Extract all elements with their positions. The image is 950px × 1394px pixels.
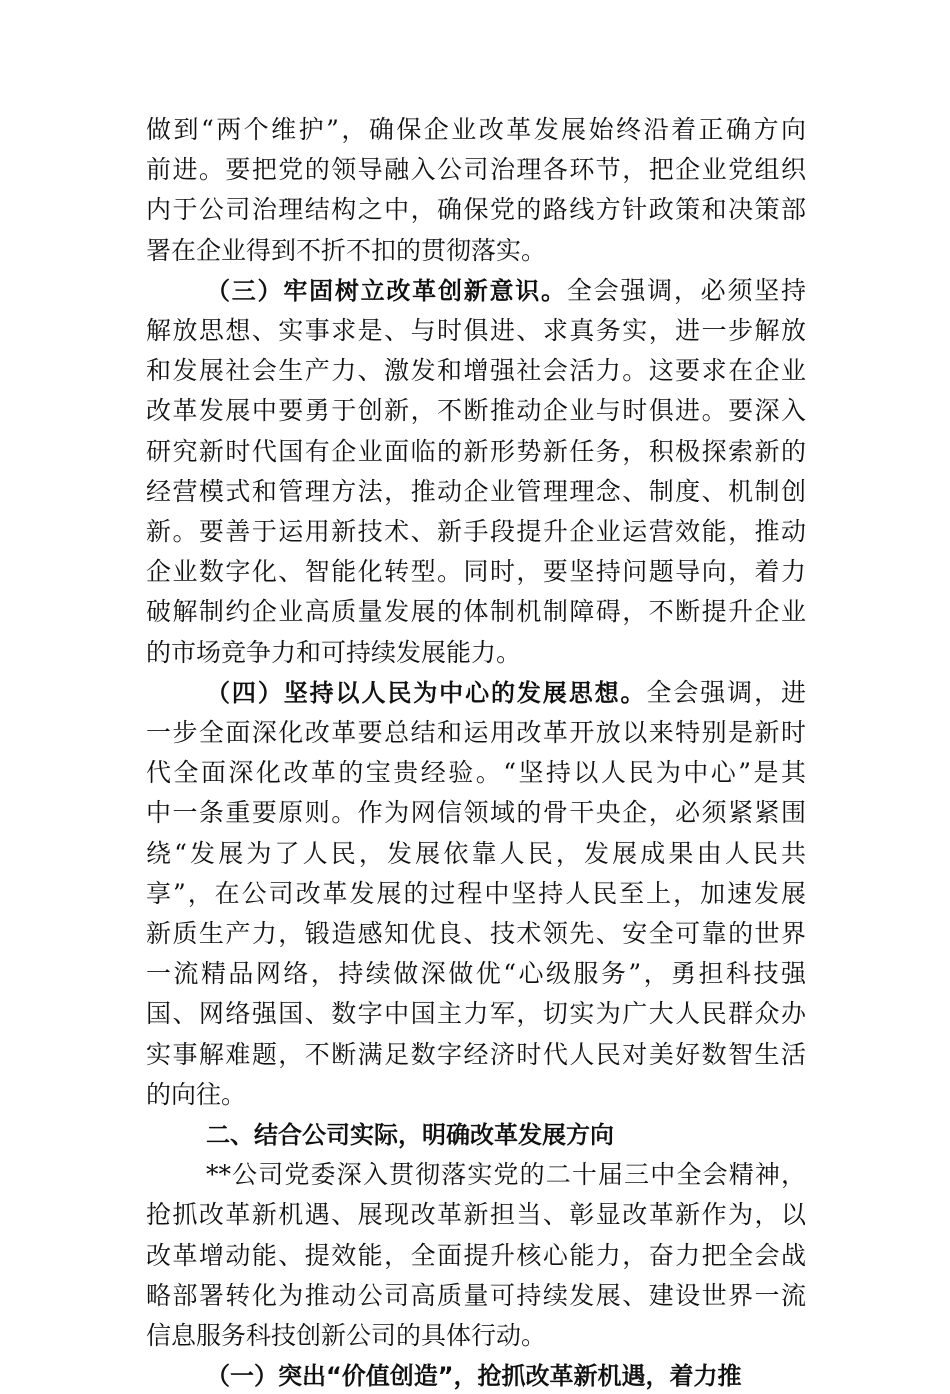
text-line: **公司党委深入贯彻落实党的二十届三中全会精神， [206, 1160, 806, 1190]
text-line: 代全面深化改革的宝贵经验。“坚持以人民为中心”是其 [146, 758, 806, 788]
text-line: 新质生产力，锻造感知优良、技术领先、安全可靠的世界 [146, 919, 806, 948]
text-line: 经营模式和管理方法，推动企业管理理念、制度、机制创 [146, 476, 806, 506]
text-line: 和发展社会生产力、激发和增强社会活力。这要求在企业 [146, 356, 806, 386]
text-line: 绕“发展为了人民，发展依靠人民，发展成果由人民共 [146, 838, 806, 868]
text-line: 新。要善于运用新技术、新手段提升企业运营效能，推动 [146, 517, 806, 546]
paragraph-4-heading: （四）坚持以人民为中心的发展思想。 [206, 678, 647, 707]
text-line: 信息服务科技创新公司的具体行动。 [146, 1321, 547, 1350]
text-line: 一流精品网络，持续做深做优“心级服务”，勇担科技强 [146, 959, 806, 989]
text-line: 破解制约企业高质量发展的体制机制障碍，不断提升企业 [146, 597, 806, 627]
text-line: 企业数字化、智能化转型。同时，要坚持问题导向，着力 [146, 557, 806, 587]
subsection-1-first-line: （一）突出“价值创造”，抢抓改革新机遇，着力推 [206, 1362, 742, 1391]
text-line: 的向往。 [146, 1079, 247, 1109]
text-line: 略部署转化为推动公司高质量可持续发展、建设世界一流 [146, 1280, 806, 1310]
text-line: 前进。要把党的领导融入公司治理各环节，把企业党组织 [146, 155, 806, 185]
text-line: 做到“两个维护”，确保企业改革发展始终沿着正确方向 [146, 115, 806, 144]
section-2-heading: 二、结合公司实际，明确改革发展方向 [206, 1121, 614, 1149]
text-line: 的市场竞争力和可持续发展能力。 [146, 637, 522, 667]
text-line: 改革增动能、提效能，全面提升核心能力，奋力把全会战 [146, 1240, 806, 1270]
text-line: 内于公司治理结构之中，确保党的路线方针政策和决策部 [146, 195, 806, 225]
text-line: 实事解难题，不断满足数字经济时代人民对美好数智生活 [146, 1039, 806, 1069]
text-line: 享”，在公司改革发展的过程中坚持人民至上，加速发展 [146, 878, 806, 908]
paragraph-3-heading: （三）牢固树立改革创新意识。 [206, 276, 567, 305]
paragraph-4-first-line [206, 675, 806, 711]
text-line: 改革发展中要勇于创新，不断推动企业与时俱进。要深入 [146, 396, 806, 426]
text-line: 署在企业得到不折不扣的贯彻落实。 [146, 235, 547, 265]
text-line: 研究新时代国有企业面临的新形势新任务，积极探索新的 [146, 436, 806, 466]
text-line: 解放思想、实事求是、与时俱进、求真务实，进一步解放 [146, 316, 806, 345]
text-line: 抢抓改革新机遇、展现改革新担当、彰显改革新作为，以 [146, 1200, 806, 1230]
text-line: 一步全面深化改革要总结和运用改革开放以来特别是新时 [146, 718, 806, 747]
text-line: 中一条重要原则。作为网信领域的骨干央企，必须紧紧围 [146, 798, 806, 828]
paragraph-3-text: 全会强调，必须坚持 [566, 275, 806, 305]
paragraph-3-first-line [206, 273, 806, 309]
text-line: 国、网络强国、数字中国主力军，切实为广大人民群众办 [146, 999, 806, 1029]
paragraph-4-text: 全会强调，进 [646, 677, 806, 707]
